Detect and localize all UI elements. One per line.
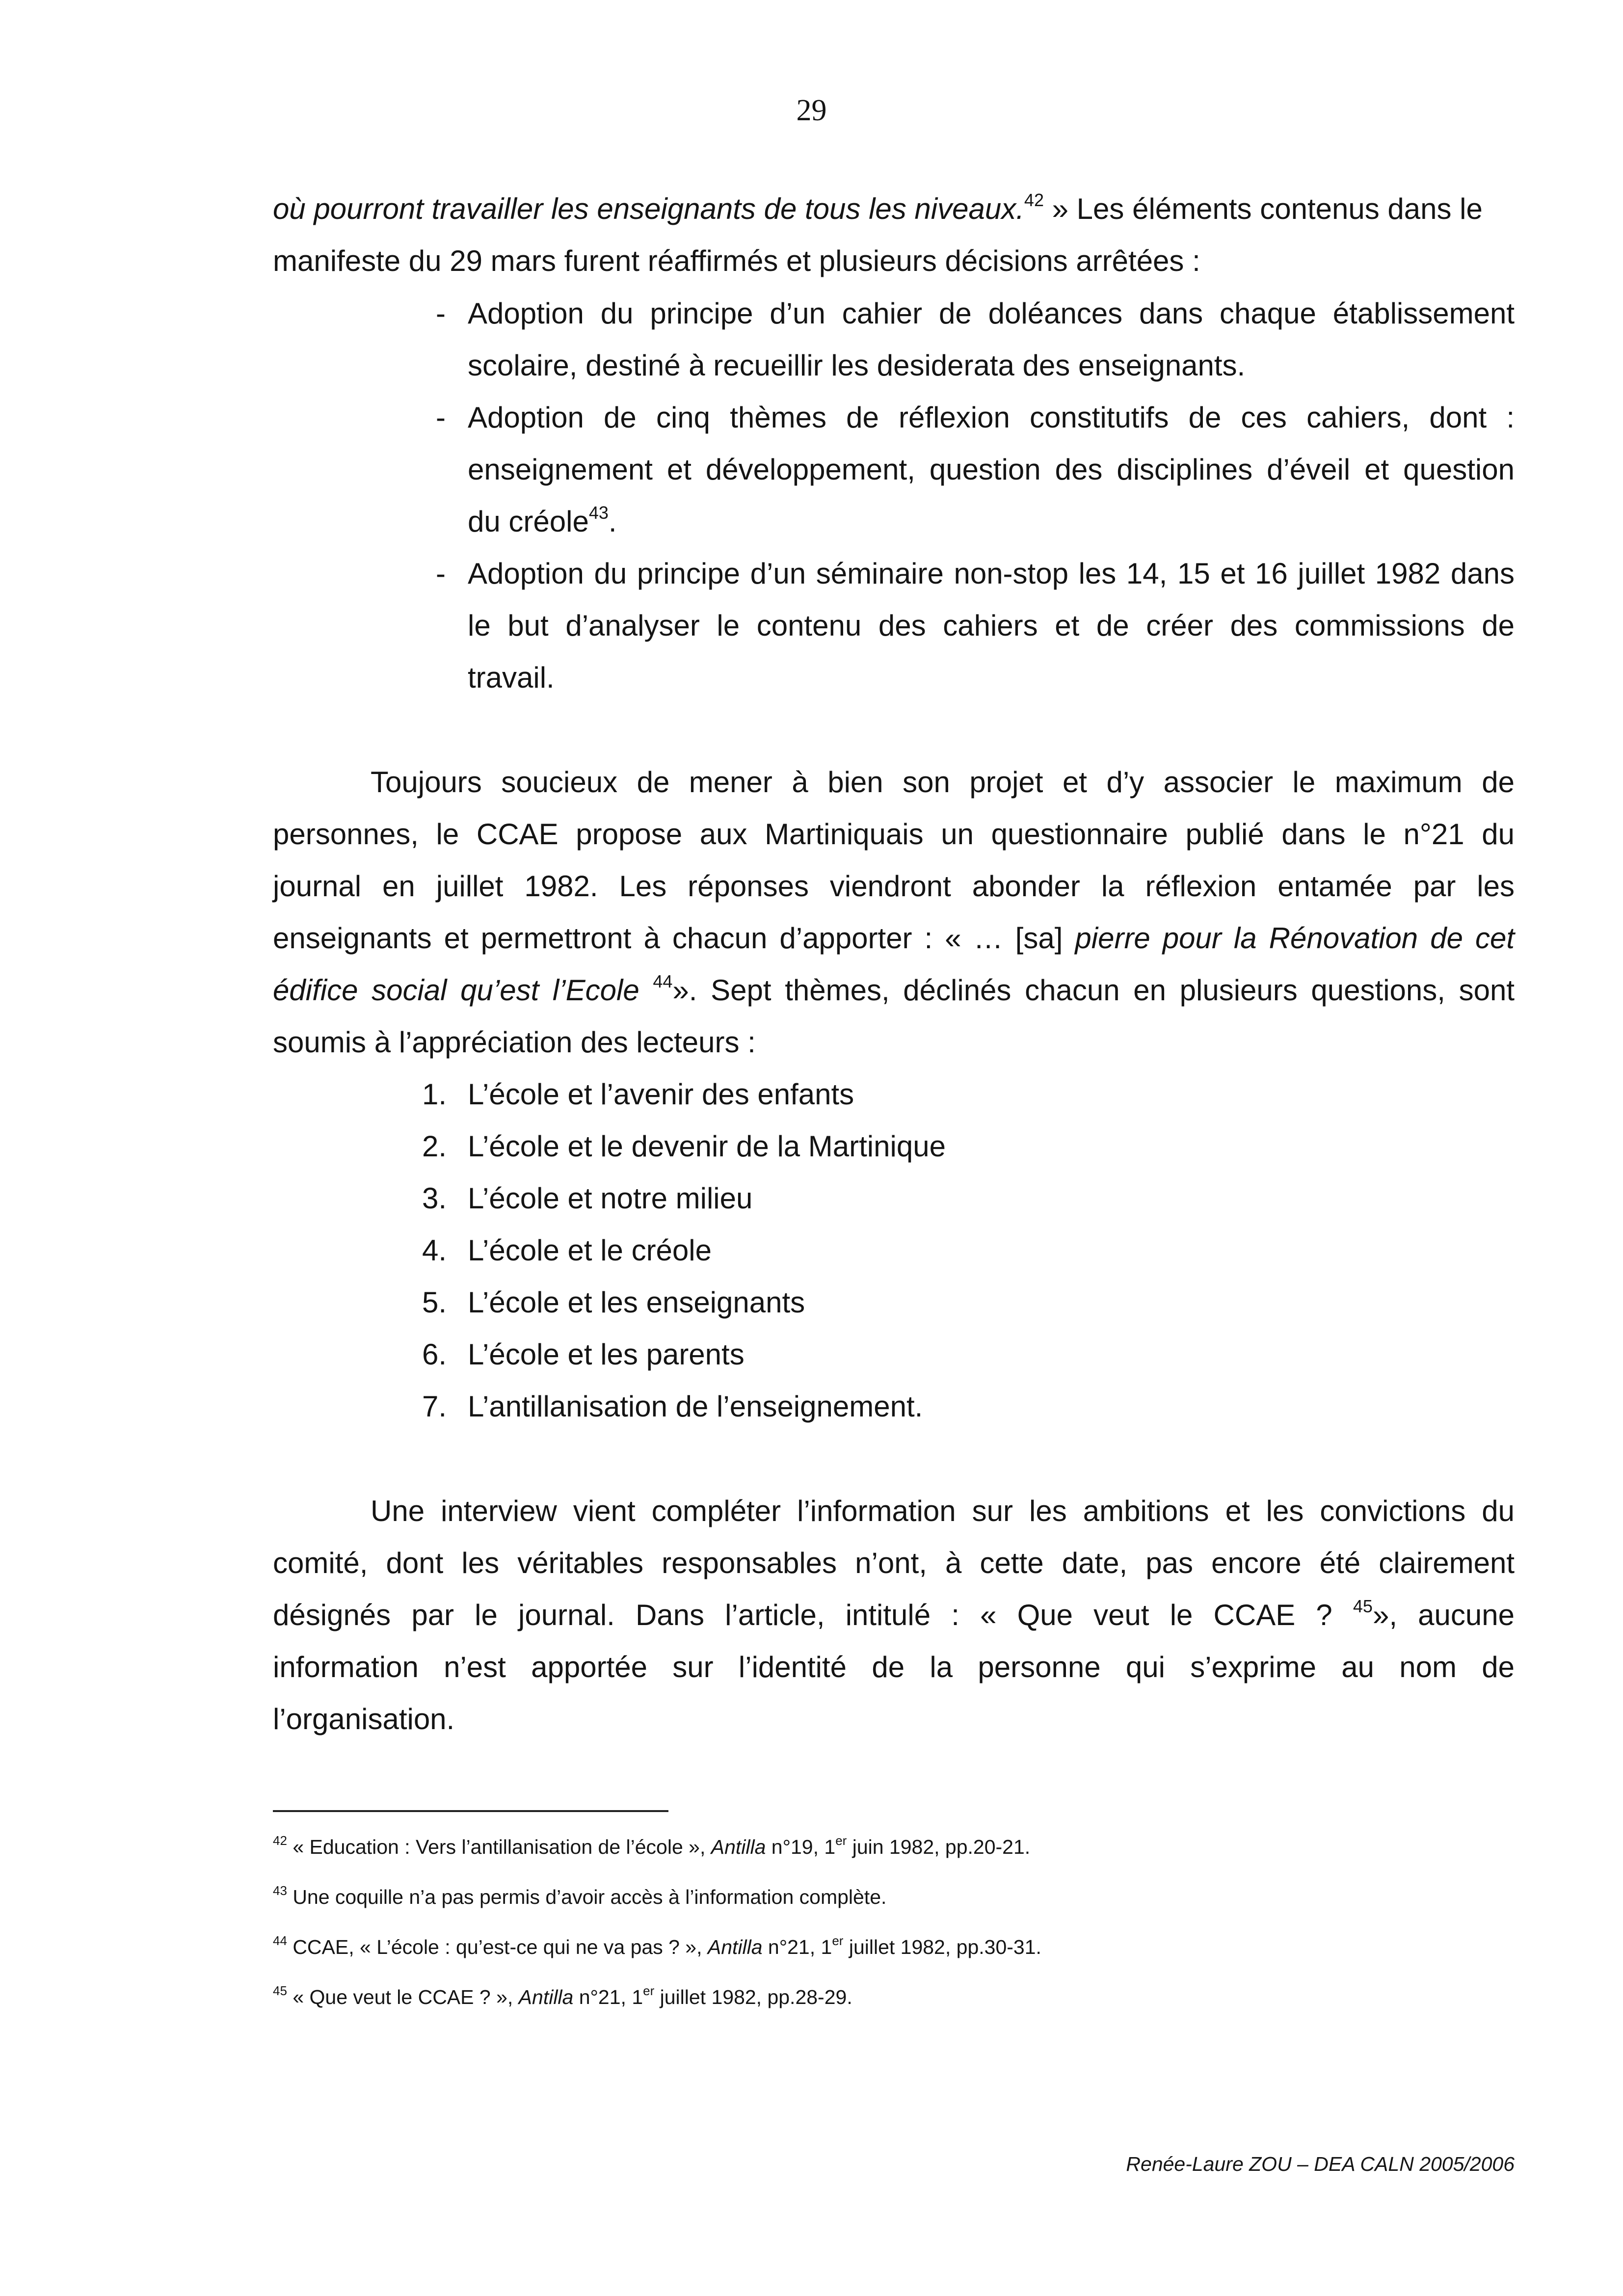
list-number: 5. <box>422 1286 447 1319</box>
bullet-2-line-2: enseignement et développement, question des disciplines d’éveil et question <box>468 453 1515 486</box>
list-number: 6. <box>422 1338 447 1371</box>
list-item: L’école et notre milieu <box>468 1182 753 1215</box>
para3-line-2: comité, dont les véritables responsables n’ont, à cette date, pas encore été clairement <box>273 1547 1515 1579</box>
footnote-44: $^{44}$ CCAE, « L’école : qu’est-ce qui ne va pas ? », Antilla n°21, 1er juillet 1982, pp.30-31. <box>273 1933 1041 1958</box>
list-item: L’école et le créole <box>468 1234 712 1267</box>
bullet-3-line-3: travail. <box>468 661 555 694</box>
list-number: 2. <box>422 1130 447 1163</box>
para2-line-6: soumis à l’appréciation des lecteurs : <box>273 1026 756 1059</box>
bullet-1-line-2: scolaire, destiné à recueillir les desiderata des enseignants. <box>468 349 1246 382</box>
bullet-dash: - <box>436 557 446 590</box>
footnote-separator <box>273 1810 668 1812</box>
para2-line-2: personnes, le CCAE propose aux Martiniquais un questionnaire publié dans le n°21 du <box>273 818 1515 851</box>
para3-line-5: l’organisation. <box>273 1703 455 1735</box>
list-item: L’école et les parents <box>468 1338 745 1371</box>
bullet-dash: - <box>436 297 446 330</box>
page-number: 29 <box>796 94 827 127</box>
list-item: L’école et les enseignants <box>468 1286 805 1319</box>
footnote-42: $^{42}$ « Education : Vers l’antillanisation de l’école », Antilla n°19, 1er juin 1982, pp.20-21. <box>273 1833 1031 1858</box>
list-item: L’école et l’avenir des enfants <box>468 1078 854 1111</box>
para2-line-5: édifice social qu’est l’Ecole $^{44}$». Sept thèmes, déclinés chacun en plusieurs questions, sont <box>273 971 1515 1007</box>
footnote-ref-44[interactable]: 44 <box>653 971 673 991</box>
para3-line-4: information n’est apportée sur l’identité de la personne qui s’exprime au nom de <box>273 1651 1515 1683</box>
list-item: L’école et le devenir de la Martinique <box>468 1130 946 1163</box>
page-footer: Renée-Laure ZOU – DEA CALN 2005/2006 <box>1126 2153 1515 2175</box>
intro-line-2: manifeste du 29 mars furent réaffirmés et plusieurs décisions arrêtées : <box>273 244 1200 277</box>
bullet-3-line-2: le but d’analyser le contenu des cahiers et de créer des commissions de <box>468 609 1515 642</box>
intro-line-1: où pourront travailler les enseignants de tous les niveaux.$^{42}$ » Les éléments contenus dans le <box>273 190 1483 225</box>
para3-line-1: Une interview vient compléter l’information sur les ambitions et les convictions du <box>371 1495 1515 1527</box>
bullet-dash: - <box>436 401 446 434</box>
footnote-ref-45[interactable]: 45 <box>1353 1596 1373 1616</box>
footnote-ref-42[interactable]: 42 <box>1024 190 1044 210</box>
para2-line-1: Toujours soucieux de mener à bien son projet et d’y associer le maximum de <box>371 766 1515 799</box>
bullet-3-line-1: Adoption du principe d’un séminaire non-stop les 14, 15 et 16 juillet 1982 dans <box>468 557 1515 590</box>
list-number: 7. <box>422 1390 447 1423</box>
footnote-ref-43[interactable]: 43 <box>588 503 609 523</box>
footnote-43: $^{43}$ Une coquille n’a pas permis d’avoir accès à l’information complète. <box>273 1883 887 1908</box>
list-number: 3. <box>422 1182 447 1215</box>
footnote-45: $^{45}$ « Que veut le CCAE ? », Antilla n°21, 1er juillet 1982, pp.28-29. <box>273 1983 852 2008</box>
para2-line-4: enseignants et permettront à chacun d’apporter : « … [sa] pierre pour la Rénovation de cet <box>273 922 1515 955</box>
list-item: L’antillanisation de l’enseignement. <box>468 1390 923 1423</box>
list-number: 1. <box>422 1078 447 1111</box>
bullet-1-line-1: Adoption du principe d’un cahier de doléances dans chaque établissement <box>468 297 1515 330</box>
list-number: 4. <box>422 1234 447 1267</box>
para3-line-3: désignés par le journal. Dans l’article, intitulé : « Que veut le CCAE ? $^{45}$», aucune <box>273 1596 1515 1631</box>
bullet-2-line-3: du créole$^{43}$. <box>468 503 617 538</box>
para2-line-3: journal en juillet 1982. Les réponses viendront abonder la réflexion entamée par les <box>273 870 1515 903</box>
bullet-2-line-1: Adoption de cinq thèmes de réflexion constitutifs de ces cahiers, dont : <box>468 401 1515 434</box>
